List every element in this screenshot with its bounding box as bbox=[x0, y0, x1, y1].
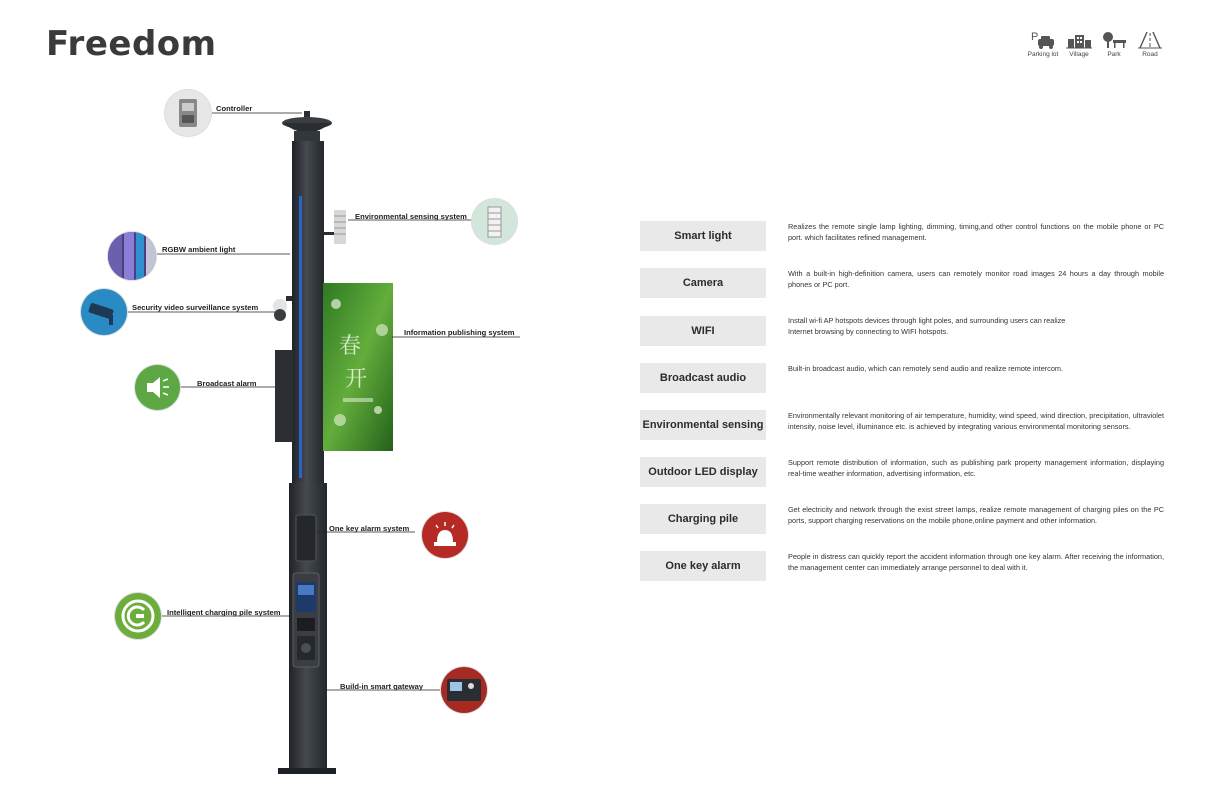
env-sensor-thumbnail bbox=[472, 199, 517, 244]
charging-thumbnail bbox=[115, 593, 161, 639]
feature-outdoor-led: Outdoor LED display bbox=[640, 457, 766, 487]
park-icon bbox=[1099, 30, 1129, 50]
page-title: Freedom bbox=[46, 24, 217, 64]
feature-one-key-alarm: One key alarm bbox=[640, 551, 766, 581]
feature-environmental-sensing: Environmental sensing bbox=[640, 410, 766, 440]
gateway-thumbnail bbox=[441, 667, 487, 713]
feature-desc-one-key-alarm: People in distress can quickly report the accident information through one key alarm. After receiving the information, the management center can immediately arrange personnel to deal with it. bbox=[788, 552, 1164, 572]
feature-camera: Camera bbox=[640, 268, 766, 298]
feature-charging-pile: Charging pile bbox=[640, 504, 766, 534]
callout-broadcast: Broadcast alarm bbox=[197, 379, 257, 388]
callout-security: Security video surveillance system bbox=[132, 303, 259, 312]
svg-text:开: 开 bbox=[345, 367, 368, 392]
parking-lot-icon bbox=[1028, 30, 1058, 50]
feature-desc-camera: With a built-in high-definition camera, users can remotely monitor road images 24 hours a day through mobile phones or PC port. bbox=[788, 269, 1164, 289]
feature-desc-broadcast-audio: Built-in broadcast audio, which can remotely send audio and realize remote intercom. bbox=[788, 364, 1063, 373]
callout-info-publishing: Information publishing system bbox=[404, 328, 515, 337]
scenario-parking-lot: P Parking lot bbox=[1027, 31, 1059, 58]
callout-gateway: Build-in smart gateway bbox=[340, 682, 424, 691]
callout-controller: Controller bbox=[216, 104, 253, 113]
svg-text:春: 春 bbox=[339, 334, 362, 359]
feature-wifi: WIFI bbox=[640, 316, 766, 346]
broadcast-thumbnail bbox=[135, 365, 180, 410]
rgbw-thumbnail bbox=[108, 232, 156, 280]
alarm-thumbnail bbox=[422, 512, 468, 558]
feature-desc-environmental-sensing: Environmentally relevant monitoring of air temperature, humidity, wind speed, wind direction, precipitation, ultraviolet intensity, noise level, illuminance etc. is achieved by integrating various environmental monitoring sensors. bbox=[788, 411, 1164, 431]
feature-smart-light: Smart light bbox=[640, 221, 766, 251]
callout-charging: Intelligent charging pile system bbox=[167, 608, 281, 617]
feature-desc-smart-light: Realizes the remote single lamp lighting, dimming, timing,and other control functions on the mobile phone or PC port. which facilitates refined management. bbox=[788, 222, 1164, 242]
road-icon bbox=[1135, 30, 1165, 50]
scenario-road: Road bbox=[1130, 30, 1170, 58]
callout-rgbw: RGBW ambient light bbox=[162, 245, 236, 254]
svg-text:P: P bbox=[1031, 31, 1039, 43]
village-icon bbox=[1064, 30, 1094, 50]
feature-desc-outdoor-led: Support remote distribution of information, such as publishing park property management information, displaying real-time weather information, advertising information, etc. bbox=[788, 458, 1164, 478]
feature-desc-wifi: Install wi-fi AP hotspots devices through light poles, and surrounding users can realize Internet browsing by connecting to WIFI hotspots. bbox=[788, 316, 1066, 336]
callout-one-key: One key alarm system bbox=[329, 524, 410, 533]
scenario-village: Village bbox=[1059, 30, 1099, 58]
callout-env-sensing: Environmental sensing system bbox=[355, 212, 467, 221]
security-camera-thumbnail bbox=[81, 289, 127, 335]
scenario-park: Park bbox=[1094, 30, 1134, 58]
controller-thumbnail bbox=[165, 90, 211, 136]
feature-desc-charging-pile: Get electricity and network through the exist street lamps, realize remote management of charging piles on the PC ports, support charging reservations on the mobile phone,online payment and other information. bbox=[788, 505, 1164, 525]
feature-broadcast-audio: Broadcast audio bbox=[640, 363, 766, 393]
